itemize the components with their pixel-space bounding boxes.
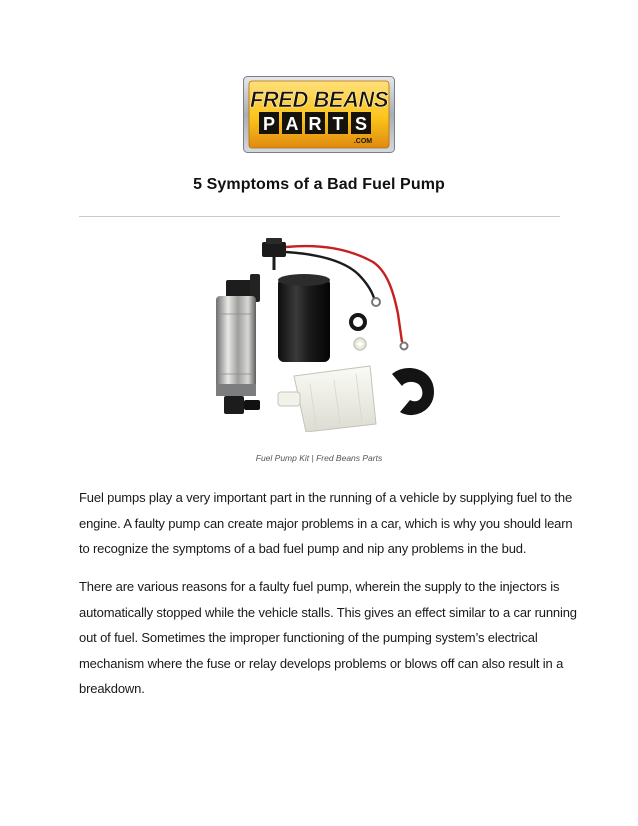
logo-line1: FRED BEANS: [249, 87, 389, 112]
logo-parts-tiles: [259, 112, 371, 134]
logo-domain: .COM: [353, 138, 373, 145]
image-caption: Fuel Pump Kit | Fred Beans Parts: [255, 453, 383, 463]
logo-graphic: [243, 76, 395, 153]
logo-letter: R: [308, 114, 322, 134]
fuel-pump-body: [216, 274, 260, 414]
page-title: 5 Symptoms of a Bad Fuel Pump: [193, 176, 445, 193]
paragraph-causes: There are various reasons for a faulty fuel pump, wherein the supply to the injectors is automatically stopped while the vehicle stalls. This gives an effect similar to a car running out of fuel. Sometimes the improper functioning of the pumping system’s electrical mechanism where the fuse or relay develops problems or blows off can also result in a breakdown.: [79, 579, 577, 696]
fuel-pump-kit-illustration: [198, 234, 442, 432]
fred-beans-parts-logo: [243, 76, 395, 153]
title-divider: [79, 216, 560, 217]
logo-letter: T: [332, 114, 344, 134]
logo-letter: A: [285, 114, 299, 134]
filter-sock: [278, 366, 376, 432]
logo-letter: S: [354, 114, 368, 134]
logo-letter: P: [262, 114, 276, 134]
rubber-mount: [392, 368, 434, 415]
paragraph-intro: Fuel pumps play a very important part in the running of a vehicle by supplying fuel to the engine. A faulty pump can create major problems in a car, which is why you should learn to recognize the symptoms of a bad fuel pump and nip any problems in the bud.: [79, 490, 573, 556]
rubber-sleeve: [278, 274, 330, 362]
o-rings: [351, 315, 366, 350]
fuel-pump-kit-image: [198, 234, 442, 432]
